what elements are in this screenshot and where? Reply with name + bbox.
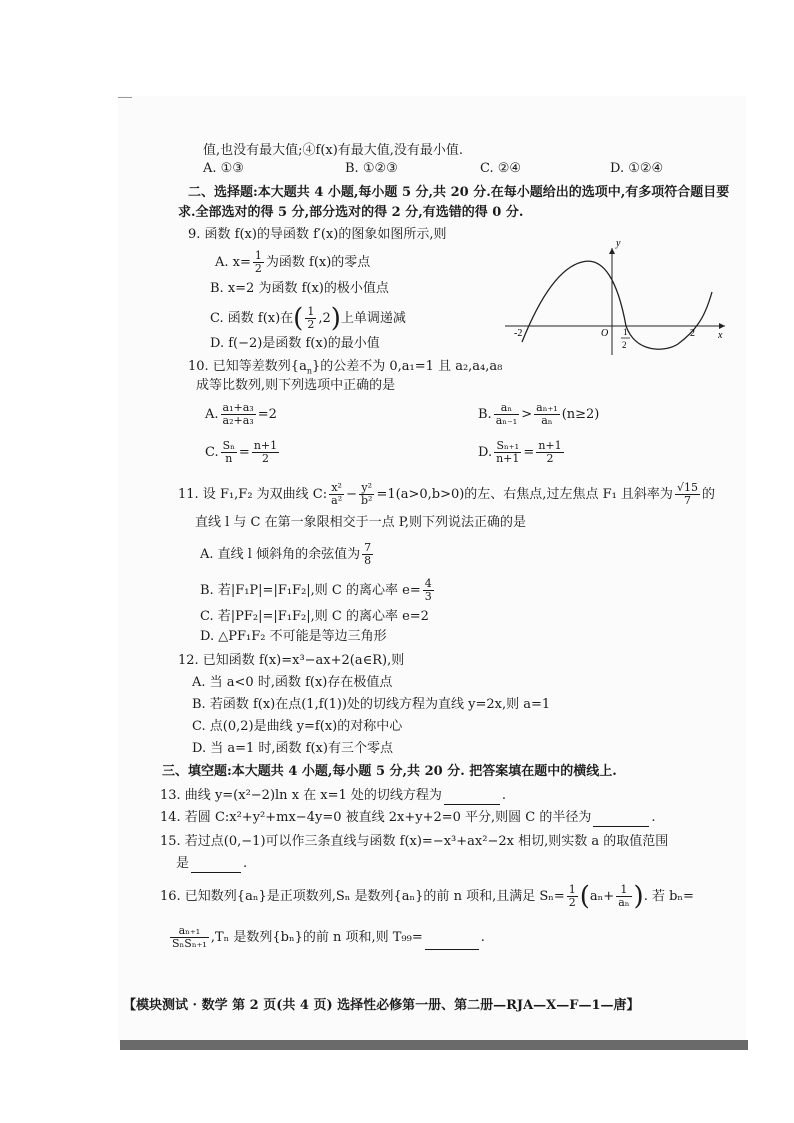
q8-option-c: C. ②④ <box>480 161 522 176</box>
q12-option-b: B. 若函数 f(x)在点(1,f(1))处的切线方程为直线 y=2x,则 a=1 <box>192 697 551 712</box>
origin-label: O <box>601 328 609 339</box>
q8-option-a: A. ①③ <box>203 161 244 176</box>
scan-bottom-edge <box>120 1040 748 1050</box>
q14-answer-blank <box>593 812 649 827</box>
q10-option-a: A. $\frac{\text{a₁+a₃}}{\text{a₂+a₃}}$ =2 <box>205 401 277 427</box>
scan-edge-mark <box>118 97 132 98</box>
q12-option-a: A. 当 a<0 时,函数 f(x)存在极值点 <box>192 675 393 690</box>
q11-option-c: C. 若|PF₂|=|F₁F₂|,则 C 的离心率 e=2 <box>200 609 429 624</box>
section3-heading: 三、填空题:本大题共 4 小题,每小题 5 分,共 20 分. 把答案填在题中的横线上. <box>162 764 617 779</box>
page-footer: 【模块测试 · 数学 第 2 页(共 4 页) 选择性必修第一册、第二册—RJA—X—F—1—唐】 <box>123 998 640 1013</box>
q9-option-a: A. x= $\frac{1}{2}$ 为函数 f(x)的零点 <box>215 249 371 275</box>
tick-2: 2 <box>690 328 695 339</box>
q16-answer-blank <box>425 935 479 950</box>
q9-derivative-graph <box>500 240 730 360</box>
q9-stem: 9. 函数 f(x)的导函数 f′(x)的图象如图所示,则 <box>188 227 447 242</box>
q8-option-d: D. ①②④ <box>610 161 664 176</box>
tick-neg2: -2 <box>514 328 523 339</box>
q13: 13. 曲线 y=(x²−2)ln x 在 x=1 处的切线方程为 . <box>160 788 507 803</box>
x-axis-label: x <box>718 330 723 341</box>
q11-option-d: D. △PF₁F₂ 不可能是等边三角形 <box>200 629 387 644</box>
q9-option-b: B. x=2 为函数 f(x)的极小值点 <box>210 281 389 296</box>
section2-heading: 二、选择题:本大题共 4 小题,每小题 5 分,共 20 分.在每小题给出的选项中,有多项符合题目要 <box>188 185 730 200</box>
q8-continuation: 值,也没有最大值;④f(x)有最大值,没有最小值. <box>203 143 464 158</box>
q9-option-d: D. f(−2)是函数 f(x)的最小值 <box>210 336 380 351</box>
q10-option-d: D. $\frac{\text{Sₙ₊₁}}{n+1}$ = $\frac{n+1}{2}$ <box>478 439 562 465</box>
q16: 16. 已知数列{aₙ}是正项数列,Sₙ 是数列{aₙ}的前 n 项和,且满足 Sₙ= $\frac{1}{2}$ (aₙ+ $\frac{1}{\text{aₙ}}$ ). 若 bₙ= <box>160 881 694 912</box>
q10-option-b: B. $\frac{\text{aₙ}}{\text{aₙ₋₁}}$ > $\frac{\text{aₙ₊₁}}{\text{aₙ}}$ (n≥2) <box>478 401 600 427</box>
q15-answer-blank <box>191 858 241 873</box>
q15-cont: 是 . <box>176 856 248 871</box>
q15: 15. 若过点(0,−1)可以作三条直线与函数 f(x)=−x³+ax²−2x 相切,则实数 a 的取值范围 <box>160 834 669 849</box>
q11-stem: 11. 设 F₁,F₂ 为双曲线 C: $\frac{\text{x²}}{\text{a²}}$ − $\frac{\text{y²}}{\text{b²}}$ =1(a>0,b>0)的左、右焦点,过左焦点 F₁ 且斜率为 $\frac{√15}{7}$ 的 <box>178 481 715 507</box>
q10-option-c: C. $\frac{\text{Sₙ}}{n}$ = $\frac{n+1}{2}$ <box>205 439 278 465</box>
q11-option-a: A. 直线 l 倾斜角的余弦值为 $\frac{7}{8}$ <box>200 541 372 567</box>
y-axis-arrow <box>609 248 615 254</box>
q11-option-b: B. 若|F₁P|=|F₁F₂|,则 C 的离心率 e= $\frac{4}{3}$ <box>200 577 432 603</box>
q13-answer-blank <box>444 790 500 805</box>
section2-heading-cont: 求.全部选对的得 5 分,部分选对的得 2 分,有选错的得 0 分. <box>178 205 524 220</box>
q16-cont: $\frac{\text{aₙ₊₁}}{\text{SₙSₙ₊₁}}$ ,Tₙ 是数列{bₙ}的前 n 项和,则 T₉₉= . <box>172 924 485 950</box>
q10-stem-cont: 成等比数列,则下列选项中正确的是 <box>196 378 396 393</box>
tick-half-den: 2 <box>622 340 627 350</box>
q12-stem: 12. 已知函数 f(x)=x³−ax+2(a∈R),则 <box>178 653 405 668</box>
q14: 14. 若圆 C:x²+y²+mx−4y=0 被直线 2x+y+2=0 平分,则圆 C 的半径为 . <box>160 810 656 825</box>
tick-half-num: 1 <box>623 327 628 337</box>
q10-stem: 10. 已知等差数列$\{a_n\}$的公差不为 0,a₁=1 且 a₂,a₄,a₈ <box>188 359 503 376</box>
q9-option-c: C. 函数 f(x)在( $\frac{1}{2}$ ,2)上单调递减 <box>210 303 406 334</box>
q11-stem-cont: 直线 l 与 C 在第一象限相交于一点 P,则下列说法正确的是 <box>195 515 527 530</box>
derivative-curve <box>522 261 712 349</box>
x-axis-arrow <box>719 323 725 329</box>
q12-option-c: C. 点(0,2)是曲线 y=f(x)的对称中心 <box>192 719 403 734</box>
q8-option-b: B. ①②③ <box>345 161 398 176</box>
q12-option-d: D. 当 a=1 时,函数 f(x)有三个零点 <box>192 741 393 756</box>
y-axis-label: y <box>616 240 621 249</box>
